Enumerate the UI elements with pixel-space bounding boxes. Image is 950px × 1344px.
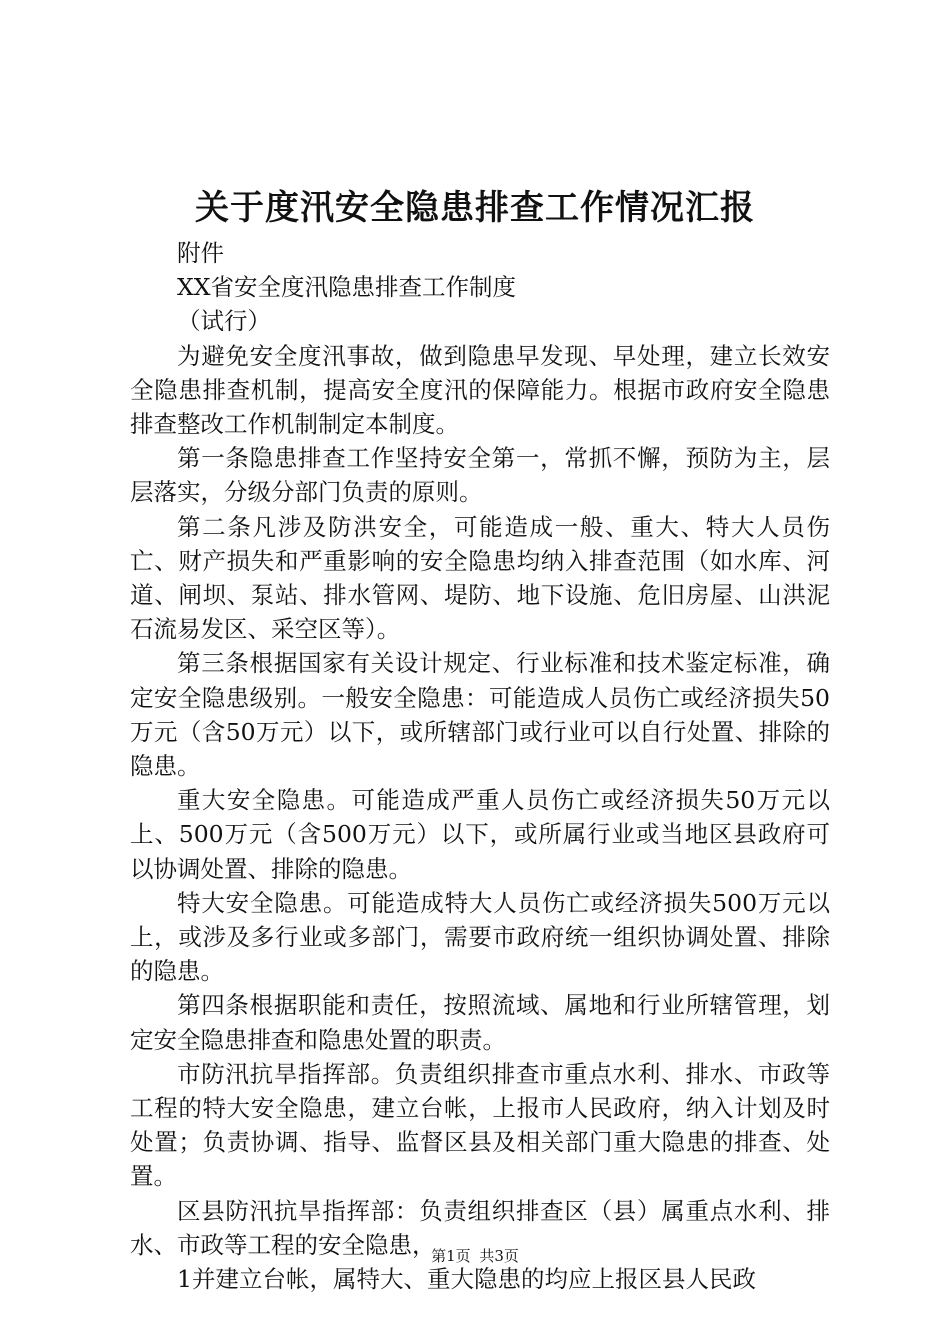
paragraph-major-hazard: 重大安全隐患。可能造成严重人员伤亡或经济损失50万元以上、500万元（含500万元）以下，或所属行业或当地区县政府可以协调处置、排除的隐患。: [130, 786, 830, 883]
paragraph-attachment: 附件: [177, 239, 224, 267]
paragraph-extraordinary-hazard: 特大安全隐患。可能造成特大人员伤亡或经济损失500万元以上，或涉及多行业或多部门，需要市政府统一组织协调处置、排除的隐患。: [130, 888, 830, 986]
page-total: 共3页: [479, 1247, 519, 1265]
paragraph-continued: 1并建立台帐，属特大、重大隐患的均应上报区县人民政: [177, 1265, 756, 1294]
paragraph-trial-note: （试行）: [177, 307, 271, 336]
paragraph-district-hq: 区县防汛抗旱指挥部：负责组织排查区（县）属重点水利、排水、市政等工程的安全隐患，: [130, 1196, 830, 1259]
document-body: [130, 236, 830, 1296]
paragraph-city-hq: 市防汛抗旱指挥部。负责组织排查市重点水利、排水、市政等工程的特大安全隐患，建立台帐，上报市人民政府，纳入计划及时处置；负责协调、指导、监督区县及相关部门重大隐患的排查、处置。: [130, 1059, 830, 1191]
paragraph-article-1: 第一条隐患排查工作坚持安全第一，常抓不懈，预防为主，层层落实，分级分部门负责的原则。: [130, 444, 830, 507]
paragraph-article-3: 第三条根据国家有关设计规定、行业标准和技术鉴定标准，确定安全隐患级别。一般安全隐患：可能造成人员伤亡或经济损失50万元（含50万元）以下，或所辖部门或行业可以自行处置、排除的隐患。: [130, 649, 830, 781]
paragraph-article-2: 第二条凡涉及防洪安全，可能造成一般、重大、特大人员伤亡、财产损失和严重影响的安全隐患均纳入排查范围（如水库、河道、闸坝、泵站、排水管网、堤防、地下设施、危旧房屋、山洪泥石流易发区、采空区等）。: [130, 512, 830, 644]
paragraph-subtitle: XX省安全度汛隐患排查工作制度: [177, 273, 516, 302]
page-footer: [0, 1246, 950, 1266]
page-number: 第1页: [431, 1247, 471, 1265]
paragraph-article-4: 第四条根据职能和责任，按照流域、属地和行业所辖管理，划定安全隐患排查和隐患处置的职责。: [130, 991, 830, 1054]
document-title: 关于度汛安全隐患排查工作情况汇报: [195, 188, 755, 228]
paragraph-preamble: 为避免安全度汛事故，做到隐患早发现、早处理，建立长效安全隐患排查机制，提高安全度汛的保障能力。根据市政府安全隐患排查整改工作机制制定本制度。: [130, 341, 830, 439]
